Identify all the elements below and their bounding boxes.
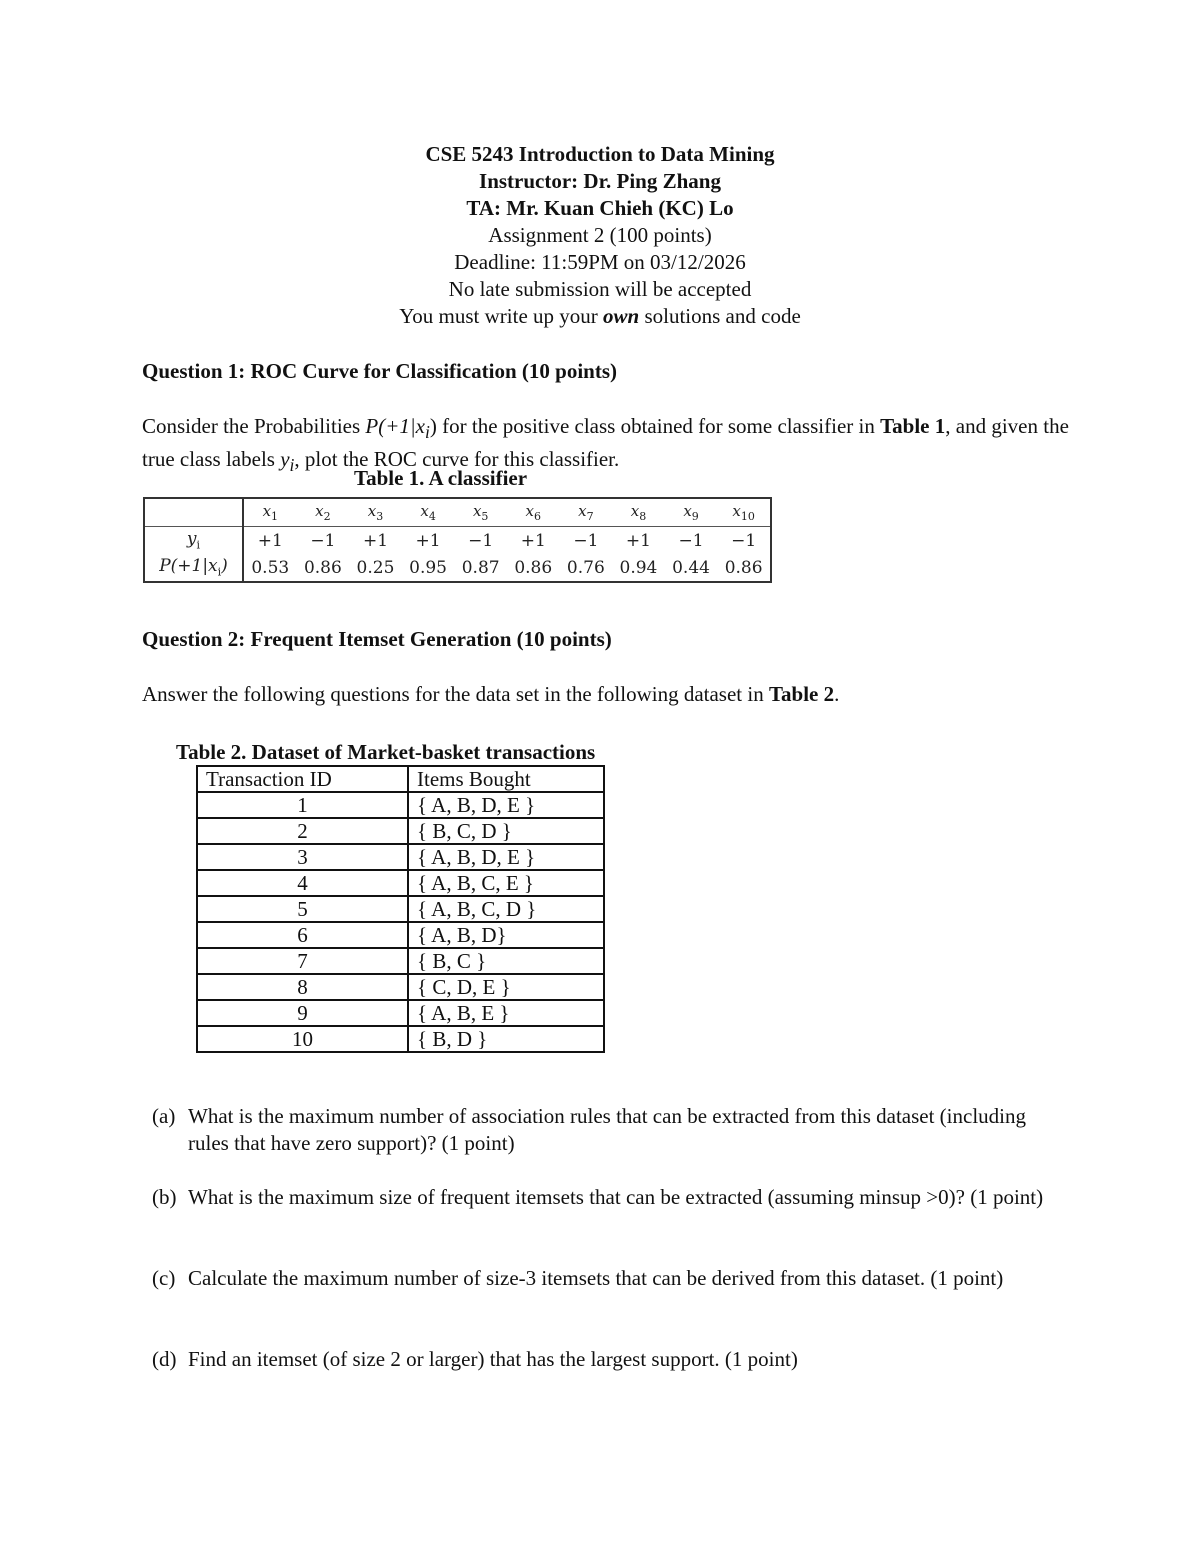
transaction-id-cell: 9 [197, 1000, 408, 1026]
table-1-cell: 0.94 [619, 557, 658, 578]
q2-table-ref: Table 2 [768, 682, 835, 706]
question-label: (d) [152, 1347, 177, 1371]
question-1-title: Question 1: ROC Curve for Classification (10 points) [142, 359, 618, 383]
transaction-id-cell: 2 [197, 818, 408, 844]
transaction-id-cell: 1 [197, 792, 408, 818]
course-title: CSE 5243 Introduction to Data Mining [425, 142, 775, 166]
table-1-cell: −1 [573, 530, 599, 551]
table-row [197, 896, 604, 922]
col-var: x [315, 502, 324, 520]
col-var: x [683, 502, 692, 520]
table-1-cell: 0.44 [672, 557, 710, 578]
table-1-cell: +1 [362, 530, 389, 551]
instructor-line: Instructor: Dr. Ping Zhang [479, 169, 721, 193]
col-sub: 3 [376, 510, 384, 523]
table-row [197, 870, 604, 896]
q1-text-a: Consider the Probabilities [142, 414, 366, 438]
question-2d [152, 1346, 1072, 1373]
items-cell: { B, C } [408, 948, 604, 974]
table-1-col-header [507, 498, 560, 527]
items-cell: { A, B, D} [408, 922, 604, 948]
ta-line: TA: Mr. Kuan Chieh (KC) Lo [466, 196, 734, 220]
items-cell: { A, B, C, E } [408, 870, 604, 896]
question-label: (c) [152, 1266, 176, 1290]
question-text: Calculate the maximum number of size-3 itemsets that can be derived from this dataset. (1 point) [188, 1266, 1004, 1290]
q1-label-var: y [280, 447, 290, 472]
table-1-col-header [349, 498, 402, 527]
items-cell: { B, C, D } [408, 818, 604, 844]
items-cell: { B, D } [408, 1026, 604, 1052]
table-row [197, 818, 604, 844]
col-sub: 9 [691, 510, 699, 523]
transaction-id-cell: 8 [197, 974, 408, 1000]
table-1-cell: 0.95 [409, 557, 447, 578]
col-sub: 10 [740, 510, 755, 523]
table-1-cell: 0.25 [356, 557, 395, 578]
table-1-row-label-y [144, 527, 243, 555]
items-cell: { C, D, E } [408, 974, 604, 1000]
row-label-var: y [186, 529, 197, 550]
transaction-id-cell: 10 [197, 1026, 408, 1052]
q1-text-d: , plot the ROC curve for this classifier. [294, 447, 620, 472]
q1-text-c: , and given the true class labels [142, 414, 1069, 472]
own-work-emphasis: own [603, 304, 640, 328]
table-row [197, 1026, 604, 1052]
q1-label-sub: i [289, 455, 295, 476]
transaction-id-cell: 5 [197, 896, 408, 922]
table-1-cell: 0.86 [514, 557, 553, 578]
table-1-corner-cell [144, 498, 243, 527]
items-cell: { A, B, D, E } [408, 844, 604, 870]
col-var: x [525, 502, 534, 520]
table-1-cell: +1 [257, 530, 283, 551]
transaction-id-cell: 3 [197, 844, 408, 870]
row-label-p-sub: i [217, 565, 222, 579]
table-1-col-header [454, 498, 507, 527]
question-1-text [142, 413, 1072, 479]
col-var: x [262, 502, 272, 520]
q1-text-b: for the positive class obtained for some classifier in [436, 414, 881, 438]
question-2b [152, 1184, 1072, 1211]
items-cell: { A, B, D, E } [408, 792, 604, 818]
table-1-col-header [612, 498, 665, 527]
table-1-col-header [560, 498, 613, 527]
table-1-cell: −1 [310, 530, 336, 551]
table-row [197, 922, 604, 948]
col-sub: 2 [323, 510, 331, 523]
table-1-cell: 0.87 [461, 557, 500, 578]
table-1-caption: Table 1. A classifier [354, 466, 528, 490]
table-1-col-header [297, 498, 350, 527]
question-2-title: Question 2: Frequent Itemset Generation (10 points) [142, 627, 612, 651]
table-1-row-label-p [144, 554, 243, 582]
col-header-items-bought: Items Bought [408, 766, 604, 792]
table-1-cell: −1 [731, 530, 757, 551]
table-2-caption: Table 2. Dataset of Market-basket transactions [176, 740, 596, 764]
transaction-id-cell: 6 [197, 922, 408, 948]
col-var: x [732, 502, 741, 520]
table-row [197, 844, 604, 870]
col-sub: 4 [428, 510, 436, 523]
table-1-cell: +1 [415, 530, 441, 551]
question-label: (a) [152, 1104, 176, 1128]
question-2-intro [142, 681, 1072, 708]
col-var: x [472, 502, 482, 520]
table-1-cell: −1 [678, 530, 704, 551]
table-row [197, 792, 604, 818]
late-policy-line: No late submission will be accepted [448, 277, 752, 301]
table-1-cell: +1 [625, 530, 651, 551]
col-sub: 6 [534, 510, 541, 523]
table-1-cell: +1 [520, 530, 546, 551]
q1-prob-expr: P(+1|x [365, 414, 425, 438]
col-var: x [367, 502, 377, 520]
q2-intro-text: Answer the following questions for the data set in the following dataset in [142, 682, 769, 706]
table-row [197, 948, 604, 974]
q1-prob-sub: i [425, 422, 430, 443]
col-var: x [630, 502, 640, 520]
document-header [0, 141, 1200, 330]
col-sub: 7 [586, 510, 594, 523]
col-header-transaction-id: Transaction ID [197, 766, 408, 792]
question-2c [152, 1265, 1072, 1292]
table-2-transactions [196, 765, 605, 1053]
own-work-suffix: solutions and code [639, 304, 801, 328]
own-work-prefix: You must write up your [399, 304, 604, 328]
table-1-col-header [717, 498, 771, 527]
col-sub: 8 [639, 510, 647, 523]
table-row [197, 1000, 604, 1026]
col-sub: 1 [271, 510, 279, 523]
table-row [197, 974, 604, 1000]
own-work-line [0, 303, 1200, 330]
table-1-cell: −1 [468, 530, 494, 551]
q2-intro-end: . [834, 682, 840, 706]
table-1-col-header [665, 498, 718, 527]
table-1-classifier [143, 497, 772, 583]
table-1-col-header [402, 498, 455, 527]
assignment-line: Assignment 2 (100 points) [488, 223, 712, 247]
table-1-prob-row [144, 554, 771, 582]
items-cell: { A, B, C, D } [408, 896, 604, 922]
table-1-cell: 0.76 [566, 557, 605, 578]
items-cell: { A, B, E } [408, 1000, 604, 1026]
deadline-line: Deadline: 11:59PM on 03/12/2026 [454, 250, 746, 274]
table-1-col-header [243, 498, 297, 527]
col-var: x [420, 502, 429, 520]
col-var: x [578, 502, 587, 520]
row-label-p-expr: P(+1|x [159, 556, 218, 577]
transaction-id-cell: 7 [197, 948, 408, 974]
question-label: (b) [152, 1185, 177, 1209]
question-text: What is the maximum size of frequent itemsets that can be extracted (assuming minsup >0)? (1 point) [188, 1185, 1044, 1209]
q1-prob-close: ) [429, 414, 437, 438]
col-sub: 5 [481, 510, 489, 523]
question-text: Find an itemset (of size 2 or larger) that has the largest support. (1 point) [188, 1347, 798, 1371]
table-2-header-row [197, 766, 604, 792]
table-1-cell: 0.53 [251, 557, 290, 578]
table-1-cell: 0.86 [724, 557, 763, 578]
row-label-sub: i [196, 538, 201, 552]
row-label-p-close: ) [221, 556, 228, 577]
question-text: What is the maximum number of association rules that can be extracted from this dataset (including rules that have zero support)? (1 point) [188, 1104, 1027, 1155]
table-1-header-row [144, 498, 771, 527]
transaction-id-cell: 4 [197, 870, 408, 896]
table-1-cell: 0.86 [303, 557, 342, 578]
question-2a [152, 1103, 1072, 1157]
q1-table-ref: Table 1 [880, 414, 946, 438]
table-1-label-row [144, 527, 771, 555]
